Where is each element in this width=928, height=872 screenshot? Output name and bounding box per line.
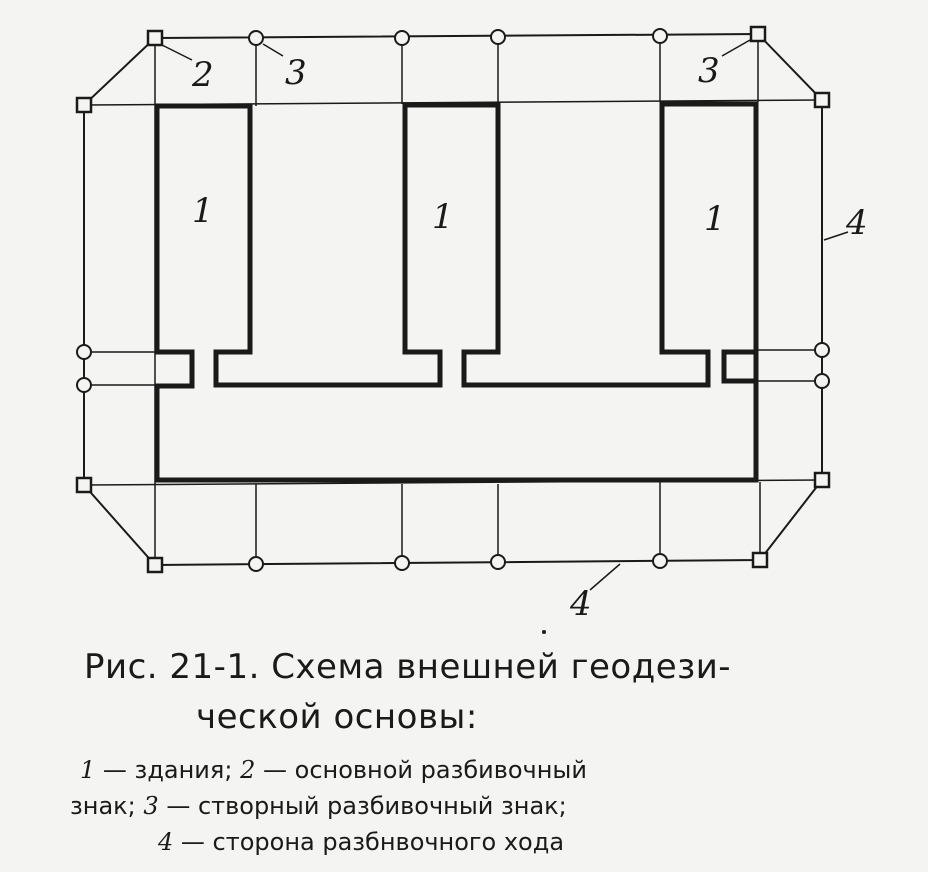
legend-number: 3 (143, 792, 159, 820)
callout-leader (824, 232, 848, 240)
building-label: 1 (704, 199, 726, 239)
ink-dot (542, 630, 546, 634)
legend-number: 1 (80, 756, 96, 784)
alignment-mark-label: 3 (285, 53, 307, 93)
main-mark-icon (148, 558, 162, 572)
callout-leader (263, 44, 283, 56)
alignment-mark-icon (249, 557, 263, 571)
building-right-annex (724, 352, 756, 381)
caption-line-1: Рис. 21-1. Схема внешней геодези- (84, 647, 732, 687)
legend-number: 4 (158, 828, 174, 856)
alignment-mark-icon (395, 31, 409, 45)
legend-number: 2 (240, 756, 256, 784)
traverse-outline (84, 34, 822, 565)
building-outline (157, 104, 756, 480)
main-mark-icon (753, 553, 767, 567)
figure-caption (84, 642, 884, 742)
main-mark-label: 2 (192, 55, 214, 95)
legend-row-2 (70, 788, 870, 824)
alignment-mark-icon (653, 554, 667, 568)
main-mark-icon (77, 98, 91, 112)
building-label: 1 (432, 197, 454, 237)
callout-leader (590, 564, 620, 590)
main-mark-icon (815, 473, 829, 487)
alignment-mark-icon (653, 29, 667, 43)
alignment-mark-icon (77, 378, 91, 392)
building-label: 1 (192, 191, 214, 231)
legend-text: — здания; (102, 756, 233, 784)
alignment-mark-icon (395, 556, 409, 570)
legend (70, 752, 870, 860)
legend-text: знак; (70, 792, 136, 820)
traverse-side-label: 4 (846, 203, 868, 243)
main-mark-icon (815, 93, 829, 107)
alignment-mark-icon (491, 30, 505, 44)
alignment-mark-icon (815, 343, 829, 357)
legend-text: — сторона разбнвочного хода (180, 828, 565, 856)
main-mark-icon (77, 478, 91, 492)
alignment-mark-icon (815, 374, 829, 388)
alignment-mark-icon (249, 31, 263, 45)
legend-text: — створный разбивочный знак; (166, 792, 567, 820)
alignment-mark-icon (491, 555, 505, 569)
main-mark-icon (751, 27, 765, 41)
alignment-mark-label: 3 (698, 51, 720, 91)
callout-leader (162, 45, 192, 60)
legend-row-1 (70, 752, 870, 788)
main-mark-icon (148, 31, 162, 45)
callout-leader (722, 40, 750, 56)
legend-row-3 (70, 824, 870, 860)
caption-line-2: ческой основы: (196, 697, 478, 737)
alignment-mark-icon (77, 345, 91, 359)
legend-text: — основной разбивочный (263, 756, 587, 784)
traverse-side-label: 4 (570, 584, 592, 624)
